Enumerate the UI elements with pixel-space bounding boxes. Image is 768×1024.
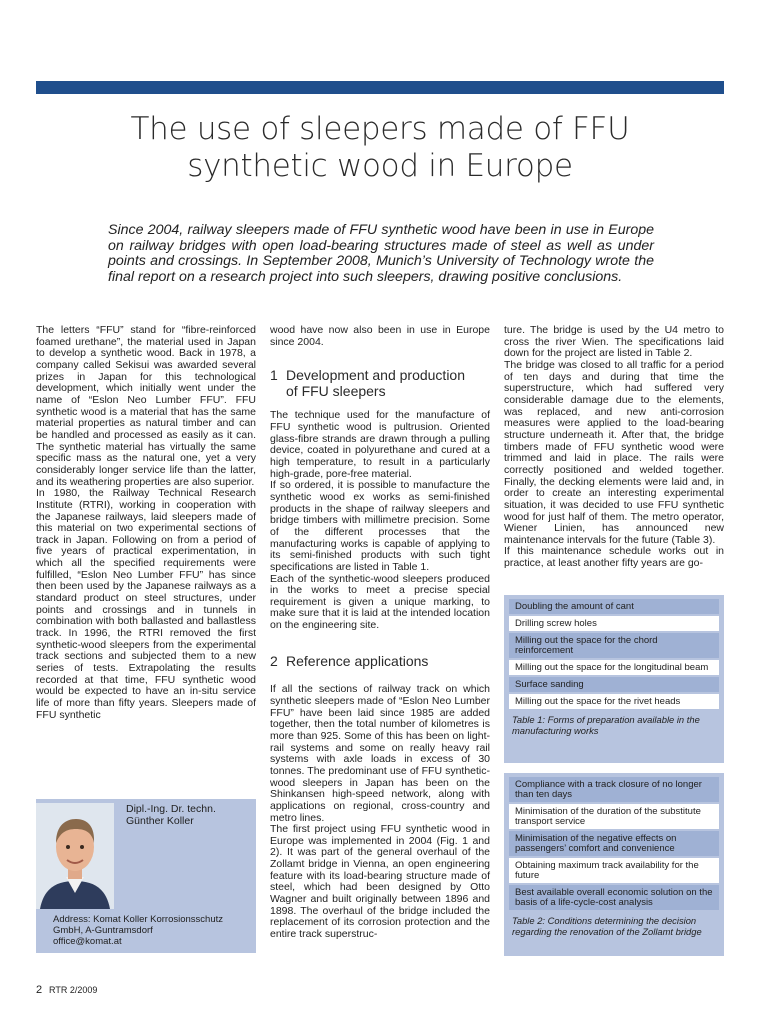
table-row: Doubling the amount of cant (509, 599, 719, 614)
page-footer (36, 984, 97, 996)
table-row: Milling out the space for the longitudinal beam (509, 660, 719, 675)
table-1 (504, 595, 724, 763)
table-row: Compliance with a track closure of no longer than ten days (509, 777, 719, 802)
table-row: Minimisation of the duration of the substitute transport service (509, 804, 719, 829)
section-title-line-1: Development and production (286, 367, 466, 384)
author-name (126, 803, 216, 827)
author-fullname: Günther Koller (126, 815, 194, 827)
column-2 (270, 325, 490, 941)
table-row: Obtaining maximum track availability for the future (509, 858, 719, 883)
portrait-image (36, 803, 114, 909)
section-title-line-2: of FFU sleepers (286, 382, 386, 399)
table-caption: Table 1: Forms of preparation available in the manufacturing works (512, 714, 700, 736)
journal-issue: RTR 2/2009 (49, 985, 98, 995)
author-address (53, 914, 253, 947)
section-title-line-1: Reference applications (286, 652, 429, 669)
section-number: 1 (270, 367, 278, 384)
paragraph: wood have now also been in use in Europe since 2004. (270, 324, 490, 348)
column-3 (504, 325, 724, 570)
table-2 (504, 773, 724, 956)
author-box (36, 799, 256, 953)
paragraph: The first project using FFU synthetic wood in Europe was implemented in 2004 (Fig. 1 and 2). It was part of the general overhaul of the Zollamt bridge in Vienna, an open engineering feature with its load-bearing structure made of steel, which had been designed by Otto Wagner and built originally between 1896 and 1898. The overhaul of the bridge included the replacement of its corrosion protection and the entire track superstruc- (270, 823, 490, 941)
section-2-heading (270, 654, 490, 670)
column-1 (36, 325, 256, 721)
table-row: Milling out the space for the chord reinforcement (509, 633, 719, 658)
lead-paragraph: Since 2004, railway sleepers made of FFU synthetic wood have been in use in Europe on railway bridges with open load-bearing structures made of steel as well as under points and crossings. In September 2008, Munich’s University of Technology wrote the final report on a research project into such sleepers, drawing positive conclusions. (108, 222, 654, 285)
paragraph: The technique used for the manufacture of FFU synthetic wood is pultrusion. Oriented glass-fibre strands are drawn through a pulling device, coated in polyurethane and cured at a high temperature, to result in a particularly high-grade, pore-free material. (270, 409, 490, 480)
header-rule (36, 81, 724, 94)
table-row: Milling out the space for the rivet heads (509, 694, 719, 709)
table-row: Drilling screw holes (509, 616, 719, 631)
paragraph: The letters “FFU” stand for “fibre-reinforced foamed urethane”, the material used in Japan to develop a synthetic wood. Back in 1978, a company called Sekisui was awarded several prizes in Japan for this technological development, which initially went under the name of “Eslon Neo Lumber FFU”. FFU synthetic wood is a material that has the same material properties as natural timber and can be handled and processed as easily as it can. The synthetic material has virtually the same specific mass as the natural one, yet a very considerably longer service life than the latter, and its weathering properties are also superior. (36, 324, 256, 488)
table-row: Minimisation of the negative effects on passengers’ comfort and convenience (509, 831, 719, 856)
title-line-1: The use of sleepers made of FFU (130, 111, 630, 147)
author-title: Dipl.-Ing. Dr. techn. (126, 803, 216, 815)
paragraph: ture. The bridge is used by the U4 metro to cross the river Wien. The specifications laid down for the project are listed in Table 2. (504, 324, 724, 360)
paragraph: If this maintenance schedule works out in practice, at least another fifty years are go- (504, 545, 724, 570)
title-line-2: synthetic wood in Europe (187, 148, 573, 184)
table-row: Best available overall economic solution on the basis of a life-cycle-cost analysis (509, 885, 719, 910)
paragraph: If all the sections of railway track on which synthetic sleepers made of “Eslon Neo Lumber FFU” have been laid since 1985 are added together, then the total number of kilometres is more than 925. Some of this has been on light-rail systems and some on really heavy rail systems with axle loads in excess of 30 tonnes. The predominant use of FFU synthetic-wood sleepers in Japan has been on the Shinkansen high-speed network, along with applications on regional, cross-country and metro lines. (270, 683, 490, 824)
paragraph: In 1980, the Railway Technical Research Institute (RTRI), working in cooperation with the Japanese railways, laid sleepers made of this material on two experimental sections of track in Japan. Following on from a period of five years of practical experimentation, in which all the specified requirements were fulfilled, “Eslon Neo Lumber FFU” has since then been used by the Japanese railways as a standard product on steel structures, under points and crossings and in tunnels in combination with both ballasted and ballastless track. In 1996, the RTRI removed the first synthetic-wood sleepers from the experimental track sections and subjected them to a new series of tests. Extrapolating the results recorded at that time, FFU synthetic wood would be expected to have an in-situ service life of more than fifty years. Sleepers made of FFU synthetic (36, 487, 256, 721)
author-photo (36, 803, 114, 909)
article-title (36, 111, 724, 185)
email-link[interactable]: office@komat.at (53, 936, 122, 947)
paragraph: The bridge was closed to all traffic for a period of ten days and during that time the superstructure, which had suffered very considerable damage due to the elements, was replaced, and new anti-corrosion measures were applied to the load-bearing structure underneath it. After that, the bridge timbers made of FFU synthetic wood were trimmed and laid in place. The rails were correctly positioned and welded together. Finally, the decking elements were laid and, in order to create an interesting experimental situation, it was decided to use FFU synthetic wood for just half of them. The metro operator, Wiener Linien, has announced new maintenance intervals for the future (Table 3). (504, 358, 724, 546)
section-1-heading (270, 368, 490, 399)
section-number: 2 (270, 652, 278, 669)
table-caption: Table 2: Conditions determining the decision regarding the renovation of the Zollamt bridge (512, 915, 702, 937)
paragraph: If so ordered, it is possible to manufacture the synthetic wood ex works as semi-finished products in the shape of railway sleepers and bridge timbers with millimetre precision. Some of the different processes that the manufacturing works is capable of applying to its semi-finished products with such tight specifications are listed in Table 1. (270, 479, 490, 573)
paragraph: Each of the synthetic-wood sleepers produced in the works to meet a precise special requirement is given a unique marking, to make sure that it is laid at the intended location on the engineering site. (270, 572, 490, 632)
table-row: Surface sanding (509, 677, 719, 692)
address-text: Address: Komat Koller Korrosionsschutz GmbH, A-Guntramsdorf (53, 914, 224, 936)
page-number: 2 (36, 984, 43, 996)
